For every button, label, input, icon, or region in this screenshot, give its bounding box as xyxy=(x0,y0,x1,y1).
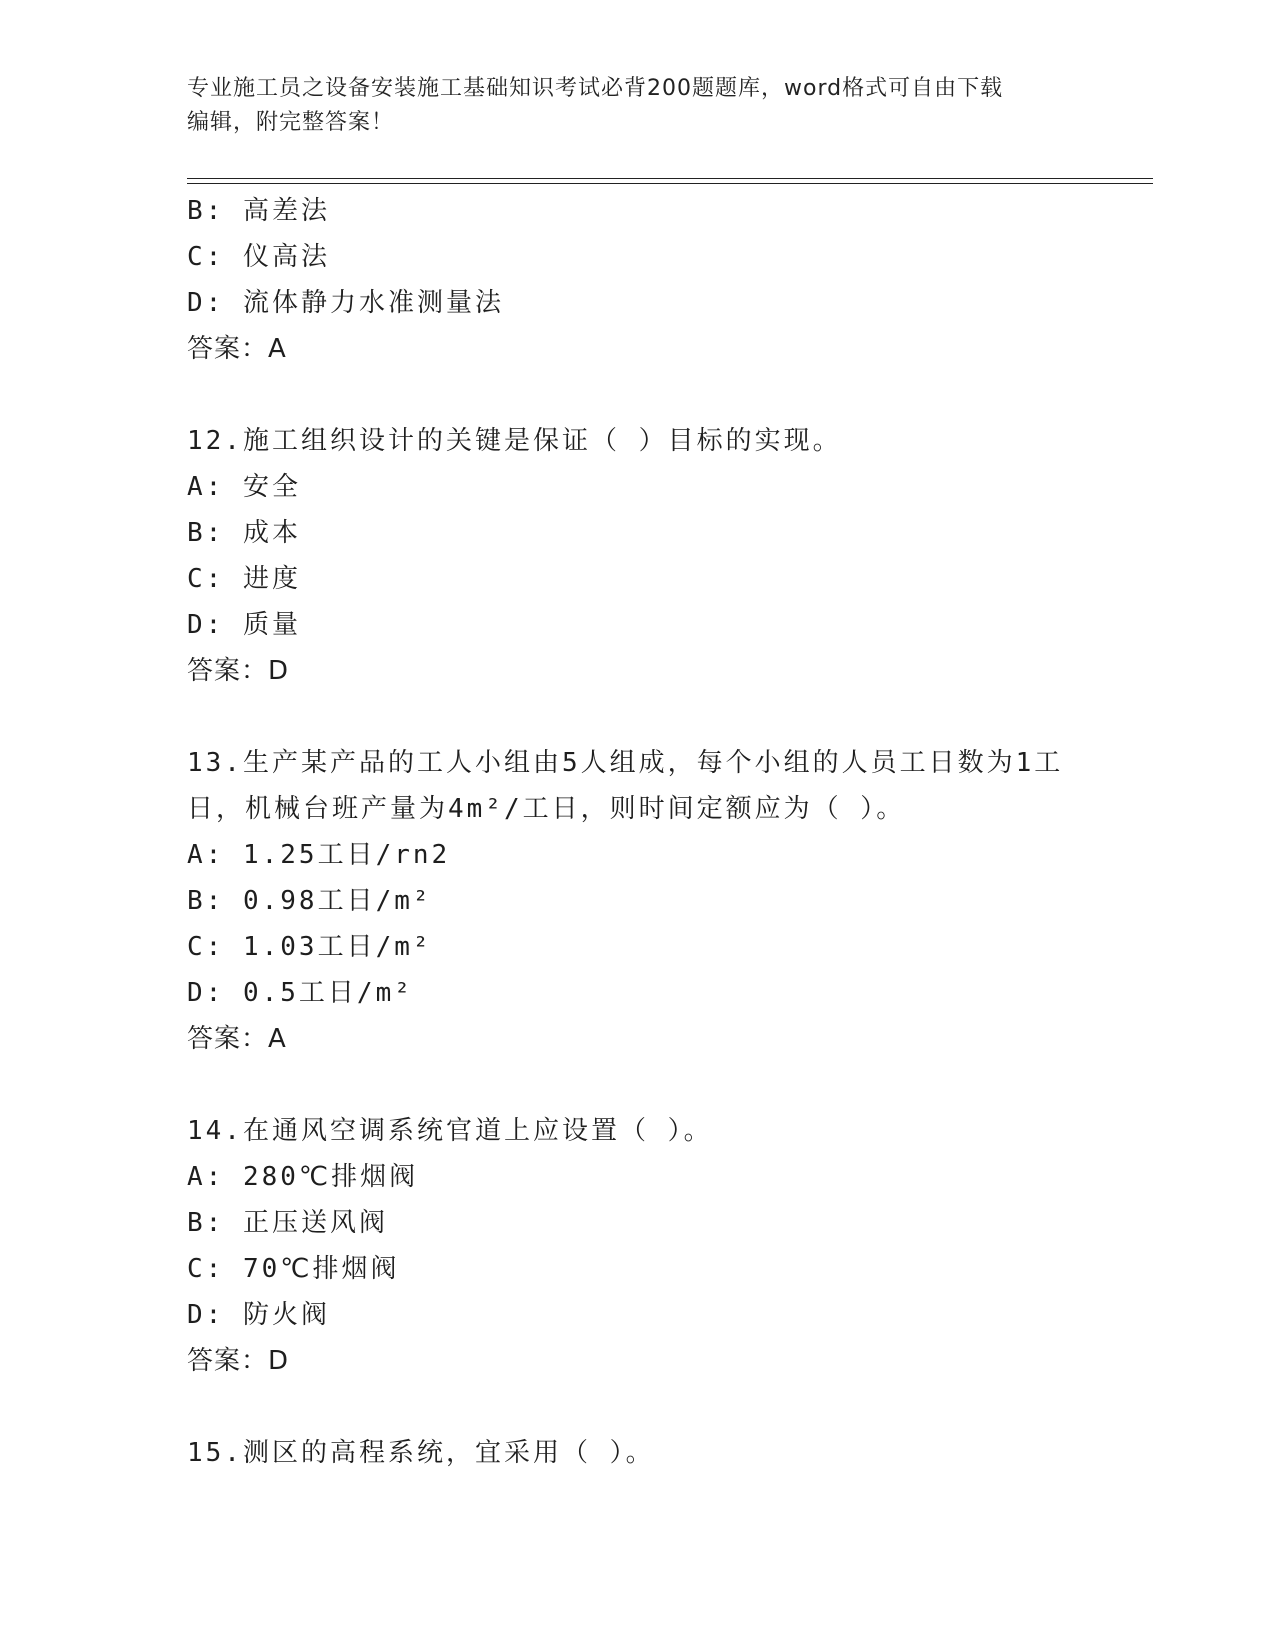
question-11-option-c: C: 仪高法 xyxy=(187,242,330,272)
question-12-option-a: A: 安全 xyxy=(187,472,301,502)
question-15-stem: 15.测区的高程系统，宜采用（ ）。 xyxy=(187,1438,655,1468)
question-14-answer: 答案：D xyxy=(187,1346,290,1376)
question-13-answer: 答案：A xyxy=(187,1024,287,1054)
question-12-answer: 答案：D xyxy=(187,656,290,686)
question-14 xyxy=(187,1108,1147,1384)
question-12-option-c: C: 进度 xyxy=(187,564,301,594)
spacer xyxy=(187,372,1147,418)
question-14-option-a: A: 280℃排烟阀 xyxy=(187,1162,419,1192)
header-rule-top xyxy=(187,178,1153,179)
question-13-option-a: A: 1.25工日/rn2 xyxy=(187,840,451,870)
question-13 xyxy=(187,740,1147,1062)
question-12 xyxy=(187,418,1147,694)
question-11-answer: 答案：A xyxy=(187,334,287,364)
spacer xyxy=(187,694,1147,740)
question-13-option-b: B: 0.98工日/m² xyxy=(187,886,432,916)
question-11-option-d: D: 流体静力水准测量法 xyxy=(187,288,504,318)
header-rule-bottom xyxy=(187,183,1153,184)
header-line-1: 专业施工员之设备安装施工基础知识考试必背200题题库，word格式可自由下载 xyxy=(187,76,1004,101)
question-13-option-c: C: 1.03工日/m² xyxy=(187,932,432,962)
question-14-option-d: D: 防火阀 xyxy=(187,1300,330,1330)
question-13-stem-line-1: 13.生产某产品的工人小组由5人组成，每个小组的人员工日数为1工 xyxy=(187,748,1064,778)
question-14-option-c: C: 70℃排烟阀 xyxy=(187,1254,400,1284)
question-11-tail xyxy=(187,188,1147,372)
question-12-option-b: B: 成本 xyxy=(187,518,301,548)
question-14-option-b: B: 正压送风阀 xyxy=(187,1208,388,1238)
header-line-2: 编辑，附完整答案！ xyxy=(187,110,395,135)
question-11-option-b: B: 高差法 xyxy=(187,196,330,226)
question-15 xyxy=(187,1430,1147,1476)
spacer xyxy=(187,1384,1147,1430)
question-13-option-d: D: 0.5工日/m² xyxy=(187,978,413,1008)
document-header xyxy=(187,72,1087,140)
question-12-option-d: D: 质量 xyxy=(187,610,301,640)
spacer xyxy=(187,1062,1147,1108)
question-13-stem-line-2: 日，机械台班产量为4m²/工日，则时间定额应为（ ）。 xyxy=(187,794,906,824)
question-list xyxy=(187,188,1147,1476)
question-14-stem: 14.在通风空调系统官道上应设置（ ）。 xyxy=(187,1116,713,1146)
question-12-stem: 12.施工组织设计的关键是保证（ ）目标的实现。 xyxy=(187,426,842,456)
